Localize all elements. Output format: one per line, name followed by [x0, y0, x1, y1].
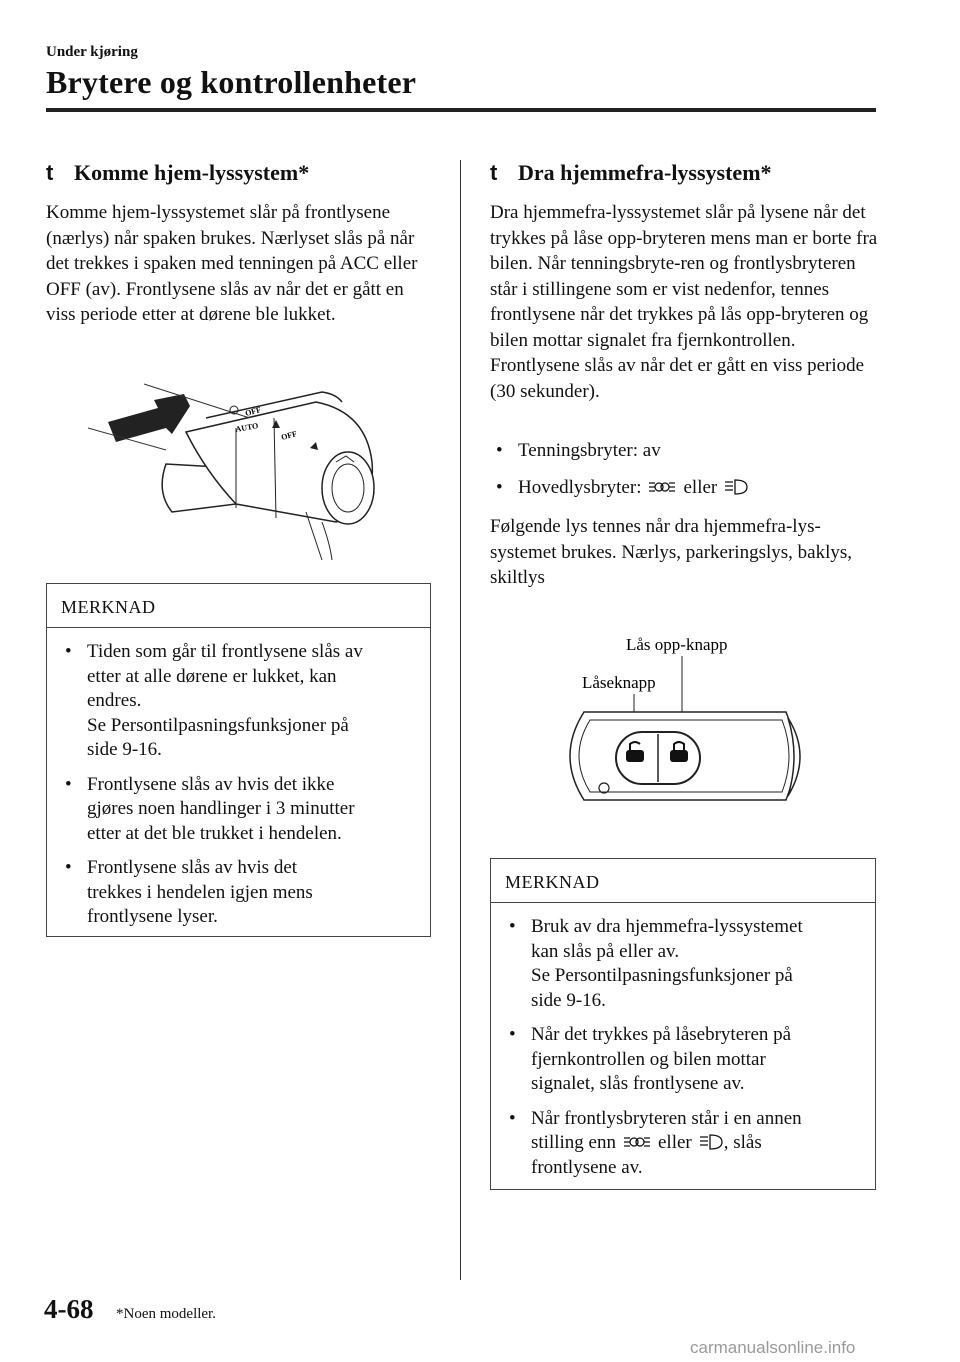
page-title: Brytere og kontrollenheter — [46, 64, 417, 100]
headlight-low-beam-icon — [723, 478, 749, 496]
section-label: Under kjøring — [46, 44, 138, 60]
headlight-low-beam-icon — [698, 1133, 724, 1151]
note-item: • Frontlysene slås av hvis det trekkes i hendelen igjen mens frontlysene lyser. — [65, 857, 313, 927]
note-item: • Når det trykkes på låsebryteren på fjernkontrollen og bilen mottar signalet, slås frontlysene av. — [509, 1024, 792, 1094]
left-heading — [46, 160, 309, 186]
column-divider — [460, 160, 461, 1280]
heading-marker: t — [46, 160, 54, 185]
lock-button-label: Låseknapp — [582, 673, 656, 692]
title-rule — [46, 108, 876, 112]
headlight-lever-illustration — [86, 372, 396, 562]
right-note-box — [490, 858, 876, 1190]
right-paragraph: Dra hjemmefra-lyssystemet slår på lysene når det trykkes på låse opp-bryteren mens man er borte fra bilen. Når tenningsbryte-ren og frontlysbryteren står i stillingene som er vist nedenfor, tennes frontlysene når det trykkes på lås opp-bryteren og bilen mottar signalet fra fjernkontrollen. Frontlysene slås av når det er gått en viss periode (30 sekunder). — [490, 202, 878, 402]
right-heading-text: Dra hjemmefra-lyssystem* — [518, 160, 772, 185]
note-title: MERKNAD — [491, 859, 875, 903]
left-note-box — [46, 583, 431, 937]
watermark: carmanualsonline.info — [690, 1338, 856, 1357]
left-heading-text: Komme hjem-lyssystem* — [74, 160, 310, 185]
lever-label-auto: AUTO — [234, 421, 259, 434]
ignition-bullet: • Tenningsbryter: av — [496, 440, 661, 461]
right-heading — [490, 160, 772, 186]
parking-light-icon — [622, 1133, 652, 1151]
left-paragraph: Komme hjem-lyssystemet slår på frontlysene (nærlys) når spaken brukes. Nærlyset slås på når det trekkes i spaken med tenningen på ACC eller OFF (av). Frontlysene slås av når det er gått en viss periode etter at dørene ble lukket. — [46, 202, 418, 325]
footnote: *Noen modeller. — [116, 1306, 216, 1322]
key-fob-illustration — [556, 630, 816, 816]
right-paragraph-2: Følgende lys tennes når dra hjemmefra-lys-systemet brukes. Nærlys, parkeringslys, baklys, skiltlys — [490, 516, 853, 588]
headlight-bullet: • Hovedlysbryter: eller — [492, 477, 755, 499]
parking-light-icon — [647, 478, 677, 496]
note-item: • Bruk av dra hjemmefra-lyssystemet kan slås på eller av. Se Persontilpasningsfunksjoner på side 9-16. — [509, 916, 803, 1011]
unlock-button-label: Lås opp-knapp — [626, 635, 728, 654]
lever-label-off-2: OFF — [280, 429, 298, 442]
note-title: MERKNAD — [47, 584, 430, 628]
heading-marker: t — [490, 160, 498, 185]
note-item: • Frontlysene slås av hvis det ikke gjøres noen handlinger i 3 minutter etter at det ble trukket i hendelen. — [65, 773, 355, 844]
note-item: • Når frontlysbryteren står i en annen stilling enn eller , slås frontlysene av. — [509, 1107, 802, 1178]
page-number: 4-68 — [44, 1294, 94, 1324]
lever-label-off-1: OFF — [244, 405, 262, 418]
note-item: • Tiden som går til frontlysene slås av etter at alle dørene er lukket, kan endres. Se Persontilpasningsfunksjoner på side 9-16. — [65, 641, 363, 760]
